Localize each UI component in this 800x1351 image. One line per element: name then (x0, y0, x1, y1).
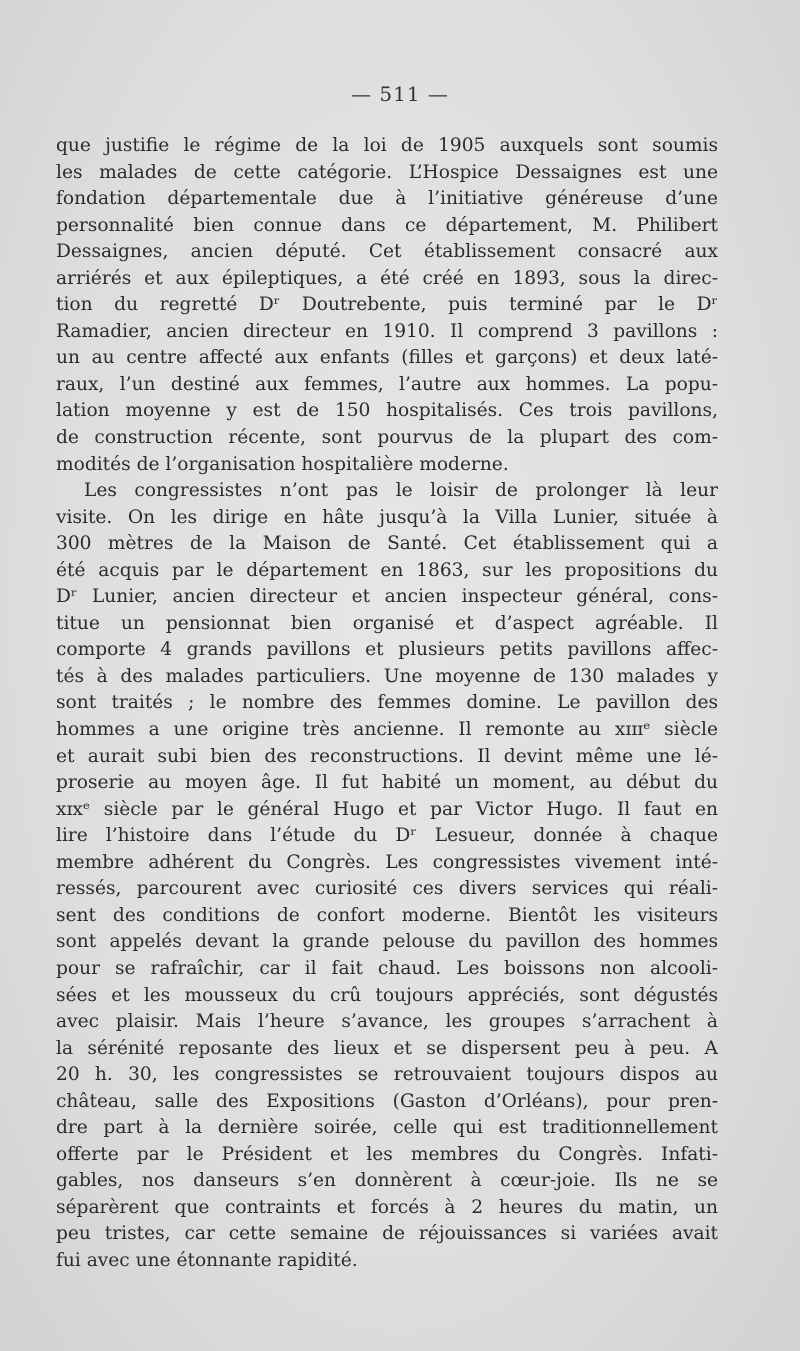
text-line: fui avec une étonnante rapidité. (56, 1249, 358, 1271)
body-text (56, 133, 718, 1275)
text-line: membre adhérent du Congrès. Les congressistes vivement inté- (56, 851, 718, 873)
text-line: séparèrent que contraints et forcés à 2 heures du matin, un (56, 1196, 718, 1218)
text-line: 20 h. 30, les congressistes se retrouvaient toujours dispos au (56, 1064, 718, 1086)
text-line: Dʳ Lunier, ancien directeur et ancien inspecteur général, cons- (56, 586, 718, 608)
text-line: lation moyenne y est de 150 hospitalisés. Ces trois pavillons, (56, 400, 718, 422)
text-line: modités de l’organisation hospitalière moderne. (56, 453, 509, 475)
text-line: avec plaisir. Mais l’heure s’avance, les groupes s’arrachent à (56, 1011, 718, 1033)
page-number: — 511 — (351, 82, 449, 106)
text-line: sont appelés devant la grande pelouse du pavillon des hommes (56, 931, 718, 953)
text-line: sent des conditions de confort moderne. Bientôt les visiteurs (56, 904, 718, 926)
text-line: tion du regretté Dʳ Doutrebente, puis terminé par le Dʳ (56, 294, 718, 316)
text-line: pour se rafraîchir, car il fait chaud. Les boissons non alcooli- (56, 957, 718, 979)
text-line: un au centre affecté aux enfants (filles et garçons) et deux laté- (56, 347, 718, 369)
text-line: que justifie le régime de la loi de 1905 auxquels sont soumis (56, 135, 718, 156)
text-line: Dessaignes, ancien député. Cet établissement consacré aux (56, 241, 718, 263)
text-line: peu tristes, car cette semaine de réjouissances si variées avait (56, 1223, 718, 1245)
text-line: sont traités ; le nombre des femmes domine. Le pavillon des (56, 692, 718, 714)
text-line: proserie au moyen âge. Il fut habité un moment, au début du (56, 772, 718, 794)
text-line: raux, l’un destiné aux femmes, l’autre aux hommes. La popu- (56, 373, 718, 395)
text-line: et aurait subi bien des reconstructions. Il devint même une lé- (56, 745, 718, 767)
text-line: comporte 4 grands pavillons et plusieurs petits pavillons affec- (56, 639, 718, 661)
text-line: titue un pensionnat bien organisé et d’aspect agréable. Il (56, 612, 718, 634)
text-line: visite. On les dirige en hâte jusqu’à la Villa Lunier, située à (56, 506, 718, 528)
text-line: offerte par le Président et les membres du Congrès. Infati- (56, 1143, 718, 1165)
text-line: les malades de cette catégorie. L’Hospice Dessaignes est une (56, 161, 718, 183)
text-line: la sérénité reposante des lieux et se dispersent peu à peu. A (56, 1037, 718, 1059)
text-line: tés à des malades particuliers. Une moyenne de 130 malades y (56, 665, 718, 687)
text-line: gables, nos danseurs s’en donnèrent à cœur-joie. Ils ne se (56, 1170, 718, 1192)
text-line: xɪxᵉ siècle par le général Hugo et par Victor Hugo. Il faut en (56, 798, 718, 820)
text-line: été acquis par le département en 1863, sur les propositions du (56, 559, 718, 581)
text-line: Les congressistes n’ont pas le loisir de prolonger là leur (84, 480, 718, 502)
text-line: hommes a une origine très ancienne. Il remonte au xɪɪɪᵉ siècle (56, 719, 718, 741)
text-line: lire l’histoire dans l’étude du Dʳ Lesueur, donnée à chaque (56, 825, 718, 847)
text-line: sées et les mousseux du crû toujours appréciés, sont dégustés (56, 984, 718, 1006)
text-line: ressés, parcourent avec curiosité ces divers services qui réali- (56, 878, 718, 900)
text-line: de construction récente, sont pourvus de la plupart des com- (56, 427, 718, 449)
text-line: 300 mètres de la Maison de Santé. Cet établissement qui a (56, 533, 718, 555)
text-line: dre part à la dernière soirée, celle qui est traditionnellement (56, 1117, 718, 1139)
text-line: château, salle des Expositions (Gaston d’Orléans), pour pren- (56, 1090, 718, 1112)
text-line: arriérés et aux épileptiques, a été créé en 1893, sous la direc- (56, 267, 718, 289)
text-line: personnalité bien connue dans ce département, M. Philibert (56, 214, 718, 236)
text-line: Ramadier, ancien directeur en 1910. Il comprend 3 pavillons : (56, 320, 718, 342)
text-line: fondation départementale due à l’initiative généreuse d’une (56, 188, 718, 210)
